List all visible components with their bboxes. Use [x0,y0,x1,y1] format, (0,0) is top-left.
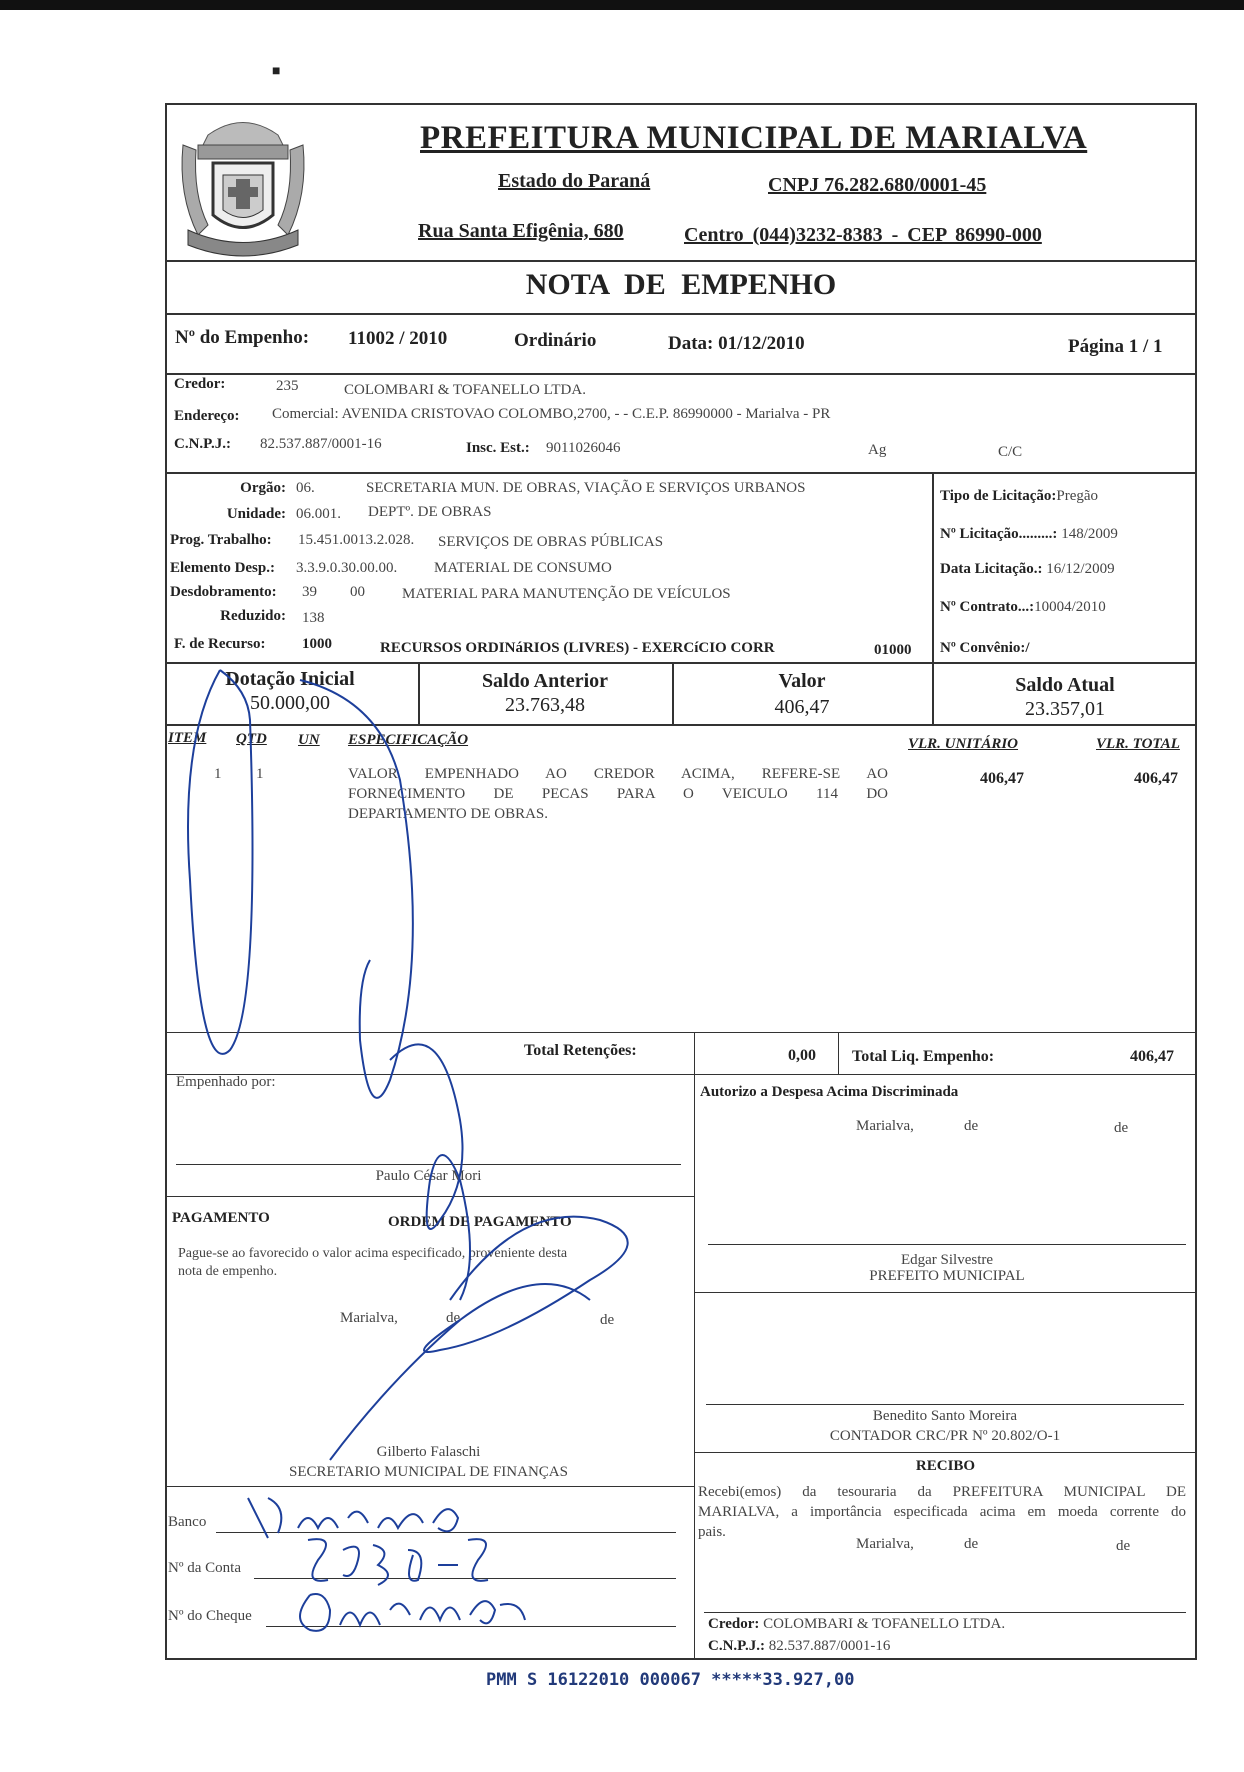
item-spec-line2: FORNECIMENTO DE PECAS PARA O VEICULO 114 DO [348,786,888,802]
header-address: Rua Santa Efigênia, 680 [418,220,624,242]
document-type-title: NOTA DE EMPENHO [525,268,837,301]
contrato-label: Nº Contrato...: [940,599,1035,615]
licitacao-number [940,526,1118,543]
contador-title: CONTADOR CRC/PR Nº 20.802/O-1 [829,1428,1061,1444]
recibo-cnpj-value: 82.537.887/0001-16 [768,1638,891,1654]
licitacao-type-value: Pregão [1056,488,1099,504]
address-label: Endereço: [174,408,240,424]
item-number: 1 [214,766,222,782]
pagamento-place: Marialva, [340,1310,398,1326]
recibo-cnpj-label: C.N.P.J.: [708,1638,765,1654]
liquido-label: Total Liq. Empenho: [852,1048,995,1065]
ordem-pagamento-title: ORDEM DE PAGAMENTO [388,1214,572,1230]
item-spec-line3: DEPARTAMENTO DE OBRAS. [348,806,549,822]
licitacao-date-value: 16/12/2009 [1046,561,1115,577]
orgao-code: 06. [296,480,315,496]
reduzido-value: 138 [302,610,325,626]
recibo-credor-label: Credor: [708,1616,760,1632]
autorizo-de1: de [964,1118,979,1134]
empenhado-por-label: Empenhado por: [176,1074,276,1090]
valor-value: 406,47 [774,696,830,718]
item-total-value: 406,47 [1134,770,1178,787]
contrato-number [940,599,1106,616]
orgao-label: Orgão: [240,480,286,496]
recibo-text-line1: Recebi(emos) da tesouraria da PREFEITURA MUNICIPAL DE [698,1484,1186,1500]
pague-text-line1: Pague-se ao favorecido o valor acima especificado, proveniente desta [178,1246,568,1261]
unidade-code: 06.001. [296,506,341,522]
divider [694,1292,1197,1293]
conta-label: Nº da Conta [168,1560,241,1576]
prog-name: SERVIÇOS DE OBRAS PÚBLICAS [438,534,664,550]
divider [165,260,1197,262]
credor-ie: 9011026046 [546,440,621,456]
divider [838,1032,839,1074]
col-total-value: VLR. TOTAL [1096,736,1180,752]
recurso-code: 1000 [302,636,332,652]
secretario-name: Gilberto Falaschi [376,1444,481,1460]
dotacao-label: Dotação Inicial [225,668,355,690]
col-unit-value: VLR. UNITÁRIO [908,736,1019,752]
scan-top-border [0,0,1244,10]
recibo-title: RECIBO [915,1458,976,1474]
signature-line [708,1244,1186,1245]
divider [165,1486,695,1487]
handwritten-signature-large [160,660,720,1480]
divider [165,313,1197,315]
saldo-atual-value: 23.357,01 [1025,698,1105,720]
orgao-name: SECRETARIA MUN. DE OBRAS, VIAÇÃO E SERVIÇOS URBANOS [366,480,806,496]
elemento-code: 3.3.9.0.30.00.00. [296,560,398,576]
mechanical-stamp: PMM S 16122010 000067 *****33.927,00 [486,1670,855,1690]
prog-label: Prog. Trabalho: [170,532,272,548]
col-qtd: QTD [236,731,267,747]
recibo-credor-name: COLOMBARI & TOFANELLO LTDA. [763,1616,1006,1632]
recibo-text-line2: MARIALVA, a importância especificada acima em moeda corrente do [698,1504,1186,1520]
secretario-title: SECRETARIO MUNICIPAL DE FINANÇAS [289,1464,568,1480]
banco-label: Banco [168,1514,207,1530]
col-item: ITEM [168,730,207,746]
licitacao-number-value: 148/2009 [1061,526,1118,542]
handwritten-cheque [290,1580,530,1640]
recibo-de2: de [1116,1538,1131,1554]
col-spec: ESPECIFICAÇÃO [348,732,469,748]
recibo-credor [708,1616,1005,1633]
prog-code: 15.451.0013.2.028. [298,532,415,548]
signature-line [704,1612,1186,1613]
credor-label: Credor: [174,376,226,392]
coat-of-arms-logo [168,105,318,265]
empenho-number-label: Nº do Empenho: [175,327,310,348]
page-title: PREFEITURA MUNICIPAL DE MARIALVA [420,120,1088,156]
desdobramento-code2: 00 [350,584,365,600]
reduzido-label: Reduzido: [220,608,286,624]
recibo-place: Marialva, [856,1536,914,1552]
col-un: UN [298,732,320,748]
item-unit-value: 406,47 [980,770,1024,787]
retencoes-value: 0,00 [788,1047,816,1064]
divider [932,472,934,662]
desdobramento-label: Desdobramento: [170,584,277,600]
empenho-date: Data: 01/12/2010 [668,333,805,354]
recurso-number: 01000 [874,642,912,658]
recibo-de1: de [964,1536,979,1552]
desdobramento-code1: 39 [302,584,317,600]
page-number: Página 1 / 1 [1068,336,1163,357]
item-spec-line1: VALOR EMPENHADO AO CREDOR ACIMA, REFERE-SE AO [348,766,888,782]
credor-name: COLOMBARI & TOFANELLO LTDA. [344,382,586,398]
pagamento-title: PAGAMENTO [172,1210,270,1226]
convenio-label: Nº Convênio:/ [940,640,1030,656]
dotacao-value: 50.000,00 [250,692,330,714]
recibo-text-line3: pais. [698,1524,726,1540]
contrato-value: 10004/2010 [1034,599,1106,615]
elemento-label: Elemento Desp.: [170,560,275,576]
scan-mark: ■ [272,64,281,79]
empenhado-name: Paulo César Mori [375,1168,482,1184]
item-qtd: 1 [256,766,264,782]
saldo-atual-label: Saldo Atual [1015,674,1115,696]
empenho-number: 11002 / 2010 [348,328,448,349]
credor-code: 235 [276,378,299,394]
credor-cnpj: 82.537.887/0001-16 [260,436,382,452]
autorizo-title: Autorizo a Despesa Acima Discriminada [700,1084,959,1100]
credor-address: Comercial: AVENIDA CRISTOVAO COLOMBO,2700, - - C.E.P. 86990000 - Marialva - PR [272,406,831,422]
licitacao-date [940,561,1115,578]
agency-label: Ag [868,442,887,458]
licitacao-type-label: Tipo de Licitação: [940,488,1057,504]
header-address-rest: Centro (044)3232-8383 - CEP 86990-000 [684,224,1042,246]
contador-name: Benedito Santo Moreira [872,1408,1018,1424]
cheque-label: Nº do Cheque [168,1608,252,1624]
pague-text-line2: nota de empenho. [178,1264,278,1279]
cnpj-label: C.N.P.J.: [174,436,231,452]
liquido-value: 406,47 [1130,1048,1174,1065]
unidade-label: Unidade: [226,506,286,522]
divider [165,373,1197,375]
divider [165,472,1197,474]
desdobramento-name: MATERIAL PARA MANUTENÇÃO DE VEÍCULOS [402,586,731,602]
signature-line [706,1404,1184,1405]
autorizo-de2: de [1114,1120,1129,1136]
elemento-name: MATERIAL DE CONSUMO [434,560,612,576]
valor-label: Valor [778,670,826,692]
licitacao-number-label: Nº Licitação.........: [940,526,1058,542]
header-cnpj: CNPJ 76.282.680/0001-45 [768,174,987,196]
licitacao-date-label: Data Licitação.: [940,561,1043,577]
unidade-name: DEPTº. DE OBRAS [368,504,492,520]
pagamento-de2: de [600,1312,615,1328]
recibo-cnpj [708,1638,890,1655]
recurso-name: RECURSOS ORDINáRIOS (LIVRES) - EXERCíCIO CORR [380,640,775,656]
autorizo-place: Marialva, [856,1118,914,1134]
pagamento-de1: de [446,1310,461,1326]
ie-label: Insc. Est.: [466,440,530,456]
licitacao-type [940,488,1098,505]
prefeito-title: PREFEITO MUNICIPAL [869,1268,1025,1284]
saldo-anterior-label: Saldo Anterior [481,670,609,692]
prefeito-name: Edgar Silvestre [900,1252,994,1268]
empenho-type: Ordinário [514,330,597,351]
saldo-anterior-value: 23.763,48 [505,694,585,716]
divider [694,1452,1197,1453]
account-label: C/C [998,444,1023,460]
state-label: Estado do Paraná [498,170,651,192]
recurso-label: F. de Recurso: [174,636,266,652]
retencoes-label: Total Retenções: [524,1042,637,1059]
